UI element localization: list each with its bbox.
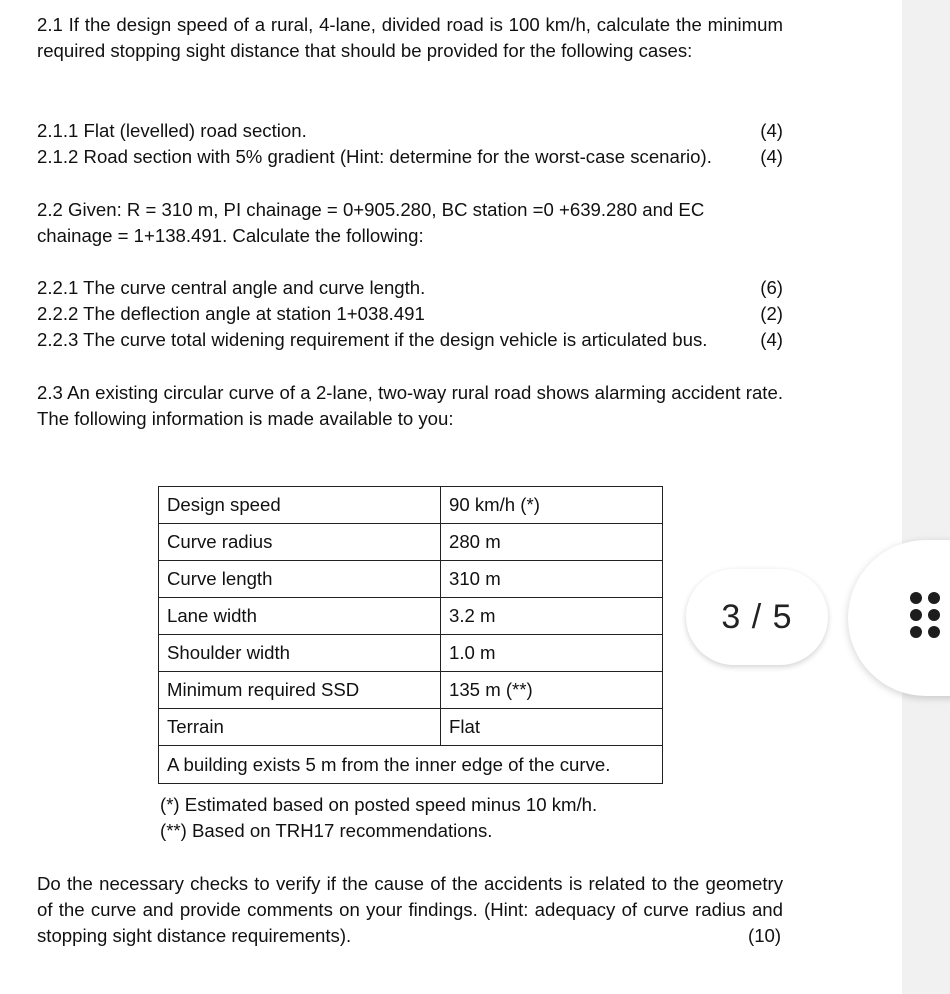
table-cell-value: 310 m: [441, 561, 663, 598]
question-2-2-line-2: [37, 223, 783, 249]
table-cell-value: 280 m: [441, 524, 663, 561]
question-2-1-2: [37, 144, 783, 170]
table-cell-label: Minimum required SSD: [159, 672, 441, 709]
item-text: 2.1.1 Flat (levelled) road section.: [37, 120, 307, 141]
table-cell-label: Design speed: [159, 487, 441, 524]
table-cell-value: 90 km/h (*): [441, 487, 663, 524]
question-2-2-line-1: [37, 197, 783, 223]
table-row: [159, 672, 663, 709]
instructions-marks: (10): [748, 925, 782, 946]
page-indicator-text: 3 / 5: [721, 597, 793, 636]
table-row: [159, 561, 663, 598]
table-row: [159, 709, 663, 746]
item-marks: (2): [760, 303, 783, 324]
table-cell-label: Shoulder width: [159, 635, 441, 672]
table-cell-value: 1.0 m: [441, 635, 663, 672]
table-cell-label: Curve length: [159, 561, 441, 598]
table-note-2: (**) Based on TRH17 recommendations.: [160, 820, 493, 841]
question-2-2-text-line-2: chainage = 1+138.491. Calculate the following:: [37, 225, 424, 246]
item-text: 2.1.2 Road section with 5% gradient (Hint: determine for the worst-case scenario).: [37, 146, 712, 167]
item-text: 2.2.1 The curve central angle and curve length.: [37, 277, 426, 298]
question-2-3-text: 2.3 An existing circular curve of a 2-lane, two-way rural road shows alarming accident rate. The following information is made available to you:: [37, 382, 783, 429]
table-cell-footer: A building exists 5 m from the inner edge of the curve.: [159, 746, 663, 784]
item-text: 2.2.2 The deflection angle at station 1+038.491: [37, 303, 425, 324]
item-marks: (4): [760, 329, 783, 350]
question-2-2-2: [37, 301, 783, 327]
table-note-1: (*) Estimated based on posted speed minus 10 km/h.: [160, 794, 598, 815]
table-cell-label: Curve radius: [159, 524, 441, 561]
question-2-1-text: 2.1 If the design speed of a rural, 4-lane, divided road is 100 km/h, calculate the minimum required stopping sight distance that should be provided for the following cases:: [37, 14, 783, 61]
question-2-1-1: [37, 118, 783, 144]
viewer-sidebar: [902, 0, 950, 994]
table-row: [159, 487, 663, 524]
table-cell-value: 3.2 m: [441, 598, 663, 635]
table-cell-value: Flat: [441, 709, 663, 746]
table-cell-label: Lane width: [159, 598, 441, 635]
table-footer-row: [159, 746, 663, 784]
question-2-2-1: [37, 275, 783, 301]
item-text: 2.2.3 The curve total widening requirement if the design vehicle is articulated bus.: [37, 329, 708, 350]
table-cell-value: 135 m (**): [441, 672, 663, 709]
instructions-text: Do the necessary checks to verify if the cause of the accidents is related to the geometry of the curve and provide comments on your findings. (Hint: adequacy of curve radius and stopping sight distance requirements).: [37, 873, 783, 946]
table-row: [159, 524, 663, 561]
question-2-2-3: [37, 327, 783, 353]
table-row: [159, 598, 663, 635]
question-2-2-text-line-1: 2.2 Given: R = 310 m, PI chainage = 0+905.280, BC station =0 +639.280 and EC: [37, 199, 705, 220]
item-marks: (4): [760, 120, 783, 141]
table-cell-label: Terrain: [159, 709, 441, 746]
item-marks: (6): [760, 277, 783, 298]
curve-data-table: [158, 486, 663, 784]
page-indicator: [686, 569, 828, 665]
question-2-3-instructions: [37, 871, 783, 949]
item-marks: (4): [760, 146, 783, 167]
table-row: [159, 635, 663, 672]
